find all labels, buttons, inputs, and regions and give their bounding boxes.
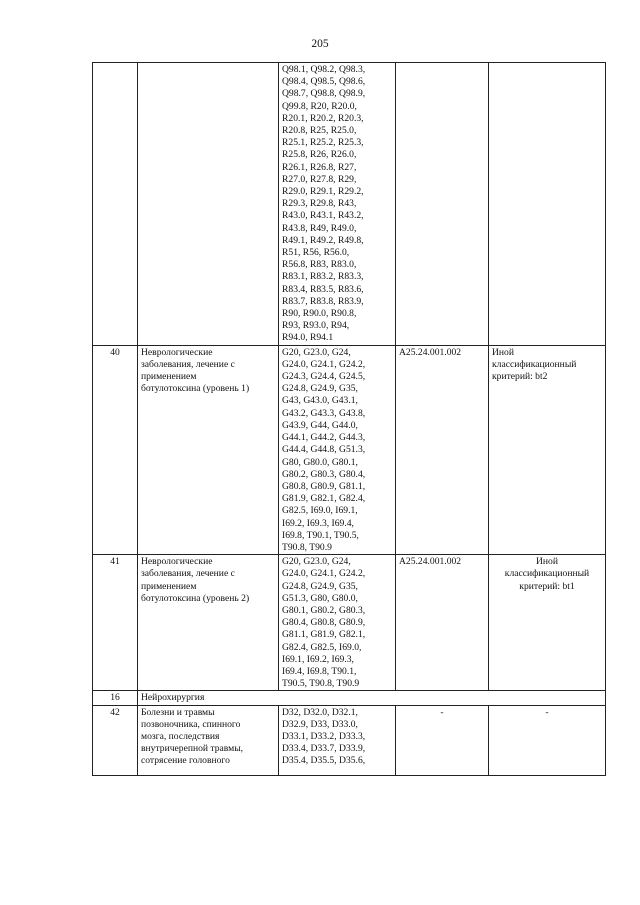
criterion-line: классификационный — [504, 568, 590, 580]
codes-line: G24.8, G24.9, G35, — [282, 383, 358, 395]
criterion — [489, 555, 606, 691]
codes-line: R56.8, R83, R83.0, — [282, 259, 357, 271]
criterion — [489, 63, 606, 346]
section-row — [93, 691, 606, 705]
table-row — [93, 555, 606, 691]
service-code: A25.24.001.002 — [396, 555, 489, 691]
group-name-line: Неврологические — [141, 556, 213, 568]
codes-line: G20, G23.0, G24, — [282, 346, 351, 358]
codes-line: D35.4, D35.5, D35.6, — [282, 755, 366, 767]
codes-line: G44.1, G44.2, G44.3, — [282, 432, 366, 444]
group-name — [138, 555, 279, 691]
group-name — [138, 345, 279, 554]
section-title: Нейрохирургия — [138, 691, 606, 705]
codes-line: R29.0, R29.1, R29.2, — [282, 186, 364, 198]
codes-line: G80.1, G80.2, G80.3, — [282, 604, 366, 616]
page-number: 205 — [311, 38, 329, 50]
group-name-line: позвоночника, спинного — [141, 718, 241, 730]
table-row — [93, 63, 606, 346]
codes-line: G43.9, G44, G44.0, — [282, 419, 358, 431]
codes-line: I69.8, T90.1, T90.5, — [282, 529, 359, 541]
codes-line: Q98.4, Q98.5, Q98.6, — [282, 76, 366, 88]
codes-line: G24.8, G24.9, G35, — [282, 580, 358, 592]
codes-line: Q98.7, Q98.8, Q98.9, — [282, 88, 366, 100]
group-name-line: сотрясение головного — [141, 755, 230, 767]
criterion-line: Иной — [492, 346, 514, 358]
group-name-line: внутричерепной травмы, — [141, 743, 244, 755]
criterion-line: классификационный — [492, 358, 577, 370]
row-number: 41 — [93, 555, 138, 691]
criterion — [489, 345, 606, 554]
codes-line: G80.2, G80.3, G80.4, — [282, 468, 366, 480]
classification-table — [92, 62, 606, 776]
codes-line: R94.0, R94.1 — [282, 332, 334, 344]
group-name-line: Неврологические — [141, 346, 213, 358]
codes-line: G80, G80.0, G80.1, — [282, 456, 358, 468]
codes-line: R90, R90.0, R90.8, — [282, 308, 357, 320]
row-number: 42 — [93, 705, 138, 775]
codes-line: R93, R93.0, R94, — [282, 320, 350, 332]
codes-line: D32, D32.0, D32.1, — [282, 706, 358, 718]
codes-line: Q99.8, R20, R20.0, — [282, 100, 357, 112]
service-code: - — [396, 705, 489, 775]
codes-line: R43.8, R49, R49.0, — [282, 222, 357, 234]
diagnosis-codes — [279, 345, 396, 554]
codes-line: T90.8, T90.9 — [282, 541, 332, 553]
codes-line: D33.1, D33.2, D33.3, — [282, 730, 366, 742]
codes-line: R20.1, R20.2, R20.3, — [282, 112, 364, 124]
table-row — [93, 345, 606, 554]
codes-line: G24.0, G24.1, G24.2, — [282, 568, 366, 580]
group-name-line: заболевания, лечение с — [141, 358, 235, 370]
criterion-line: критерий: bt2 — [492, 371, 548, 383]
group-name-line: Болезни и травмы — [141, 706, 215, 718]
codes-line: R83.7, R83.8, R83.9, — [282, 295, 364, 307]
codes-line: R29.3, R29.8, R43, — [282, 198, 357, 210]
group-name-line: мозга, последствия — [141, 730, 220, 742]
row-number — [93, 63, 138, 346]
codes-line: G24.3, G24.4, G24.5, — [282, 371, 366, 383]
codes-line: Q98.1, Q98.2, Q98.3, — [282, 64, 366, 75]
service-code — [396, 63, 489, 346]
criterion: - — [489, 705, 606, 775]
diagnosis-codes — [279, 63, 396, 346]
codes-line: I69.2, I69.3, I69.4, — [282, 517, 354, 529]
codes-line: G81.1, G81.9, G82.1, — [282, 629, 366, 641]
codes-line: R27.0, R27.8, R29, — [282, 173, 357, 185]
group-name-line: ботулотоксина (уровень 1) — [141, 383, 250, 395]
codes-line: G44.4, G44.8, G51.3, — [282, 444, 366, 456]
codes-line: R25.8, R26, R26.0, — [282, 149, 357, 161]
codes-line: G51.3, G80, G80.0, — [282, 592, 358, 604]
codes-line: T90.5, T90.8, T90.9 — [282, 678, 360, 690]
codes-line: D32.9, D33, D33.0, — [282, 718, 358, 730]
codes-line: R20.8, R25, R25.0, — [282, 125, 357, 137]
codes-line: G81.9, G82.1, G82.4, — [282, 493, 366, 505]
codes-line: D33.4, D33.7, D33.9, — [282, 743, 366, 755]
row-number: 40 — [93, 345, 138, 554]
codes-line: G20, G23.0, G24, — [282, 556, 351, 568]
group-name — [138, 705, 279, 775]
criterion-line: критерий: bt1 — [519, 580, 575, 592]
diagnosis-codes — [279, 555, 396, 691]
codes-line: G82.4, G82.5, I69.0, — [282, 641, 362, 653]
codes-line: G80.8, G80.9, G81.1, — [282, 480, 366, 492]
codes-line: R83.1, R83.2, R83.3, — [282, 271, 364, 283]
codes-line: R26.1, R26.8, R27, — [282, 161, 357, 173]
group-name-line: применением — [141, 371, 197, 383]
codes-line: G82.5, I69.0, I69.1, — [282, 505, 358, 517]
codes-line: I69.4, I69.8, T90.1, — [282, 665, 357, 677]
table-row — [93, 705, 606, 775]
criterion-line: Иной — [536, 556, 558, 568]
group-name-line: применением — [141, 580, 197, 592]
group-name-line: ботулотоксина (уровень 2) — [141, 592, 250, 604]
group-name-line: заболевания, лечение с — [141, 568, 235, 580]
codes-line: G43.2, G43.3, G43.8, — [282, 407, 366, 419]
group-name — [138, 63, 279, 346]
codes-line: G80.4, G80.8, G80.9, — [282, 617, 366, 629]
codes-line: I69.1, I69.2, I69.3, — [282, 653, 354, 665]
codes-line: R83.4, R83.5, R83.6, — [282, 283, 364, 295]
codes-line: R49.1, R49.2, R49.8, — [282, 234, 364, 246]
codes-line: G43, G43.0, G43.1, — [282, 395, 358, 407]
codes-line: R25.1, R25.2, R25.3, — [282, 137, 364, 149]
section-number: 16 — [93, 691, 138, 705]
service-code: A25.24.001.002 — [396, 345, 489, 554]
codes-line: R51, R56, R56.0, — [282, 247, 350, 259]
diagnosis-codes — [279, 705, 396, 775]
codes-line: R43.0, R43.1, R43.2, — [282, 210, 364, 222]
codes-line: G24.0, G24.1, G24.2, — [282, 358, 366, 370]
